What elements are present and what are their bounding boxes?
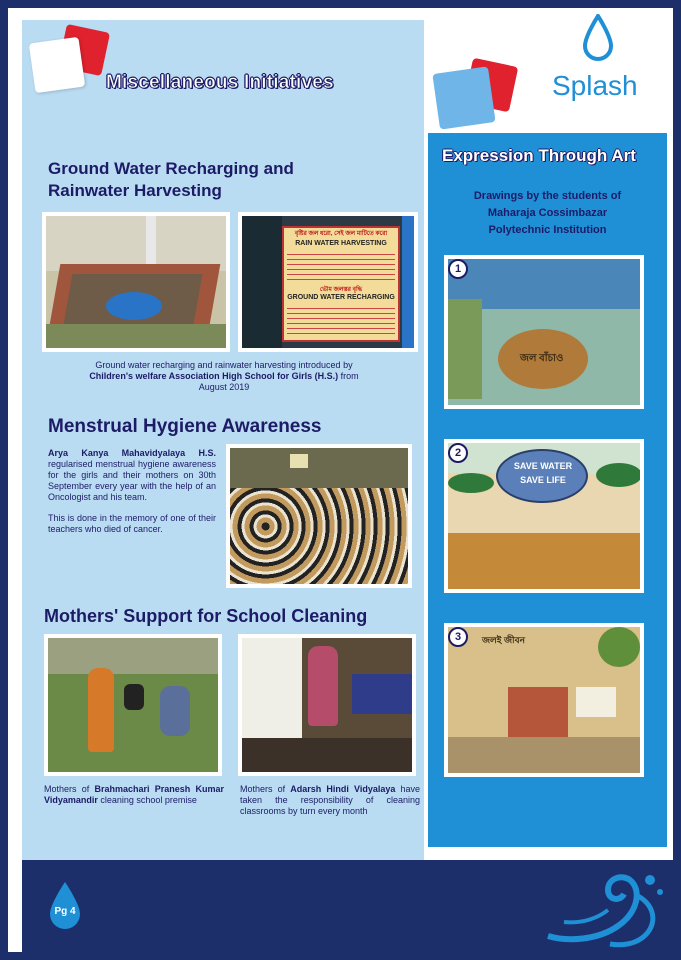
menstrual-text [48,448,216,535]
caption-date: August 2019 [198,382,250,392]
art-panel [428,133,667,847]
cleaning-title: Mothers' Support for School Cleaning [44,606,368,626]
art-drawing-1 [444,255,644,409]
art-drawing-3 [444,623,644,777]
groundwater-title [48,158,294,202]
cleaning-photo-2 [238,634,416,776]
main-title: Miscellaneous Initiatives [106,72,334,93]
menstrual-para2: This is done in the memory of one of their teachers who died of cancer. [48,513,216,534]
cleaning-photo-1 [44,634,222,776]
corner-squares-logo [28,28,108,98]
footer [22,860,673,952]
sign-body-lines [287,250,395,284]
art-subtitle: Drawings by the students of Maharaja Cossimbazar Polytechnic Institution [473,190,622,236]
art-title: Expression Through Art [442,146,636,165]
art-2-drawn-text: SAVE WATER SAVE LIFE [513,461,573,485]
cleaning-caption-2: Mothers of Adarsh Hindi Vidyalaya have taken the responsibility of cleaning classrooms by turn every month [240,784,420,816]
menstrual-title: Menstrual Hygiene Awareness [48,416,322,437]
water-drop-icon [582,14,614,64]
groundwater-title-line2: Rainwater Harvesting [48,181,222,200]
menstrual-school: Arya Kanya Mahavidyalaya H.S. [48,448,216,458]
art-1-drawn-text: জল বাঁচাও [520,353,564,364]
cleaning-caption-1: Mothers of Brahmachari Pranesh Kumar Vidyamandir cleaning school premise [44,784,224,805]
art-number-2: 2 [448,443,468,463]
groundwater-caption: Ground water recharging and rainwater harvesting introduced by Children's welfare Association High School for Girls (H.S.) from August 2019 [89,360,359,392]
page-number: Pg 4 [54,906,76,917]
menstrual-para1: regularised menstrual hygiene awareness for the girls and their mothers on 30th September every year with the help of an Oncologist and his team. [48,459,216,502]
caption-pre: Ground water recharging and rainwater harvesting introduced by [95,360,353,370]
brand-squares-logo [434,60,526,136]
wave-logo-icon [538,866,668,948]
water-tank-lid [106,292,162,320]
page [8,8,673,952]
main-panel [22,20,424,862]
cleaning-school-2: Adarsh Hindi Vidyalaya [290,784,396,794]
sign-heading2: GROUND WATER RECHARGING [287,294,395,301]
groundwater-photo-1 [42,212,230,352]
art-number-1: 1 [448,259,468,279]
sign-line2: ভৌম জলস্তর বৃদ্ধি [319,287,363,293]
sign-heading: RAIN WATER HARVESTING [295,240,387,247]
art-number-3: 3 [448,627,468,647]
art-drawing-2 [444,439,644,593]
groundwater-title-line1: Ground Water Recharging and [48,159,294,178]
cleaning-school-1: Brahmachari Pranesh Kumar Vidyamandir [44,784,224,805]
menstrual-photo [226,444,412,588]
harvesting-sign [282,226,400,342]
sign-line1: বৃষ্টির জল ধরো, সেই জল মাটিতে করো [294,231,388,237]
art-3-drawn-text: জলই জীবন [482,635,525,645]
caption-school: Children's welfare Association High School for Girls (H.S.) [89,371,339,381]
brand-name: Splash [552,70,638,101]
groundwater-photo-2 [238,212,418,352]
